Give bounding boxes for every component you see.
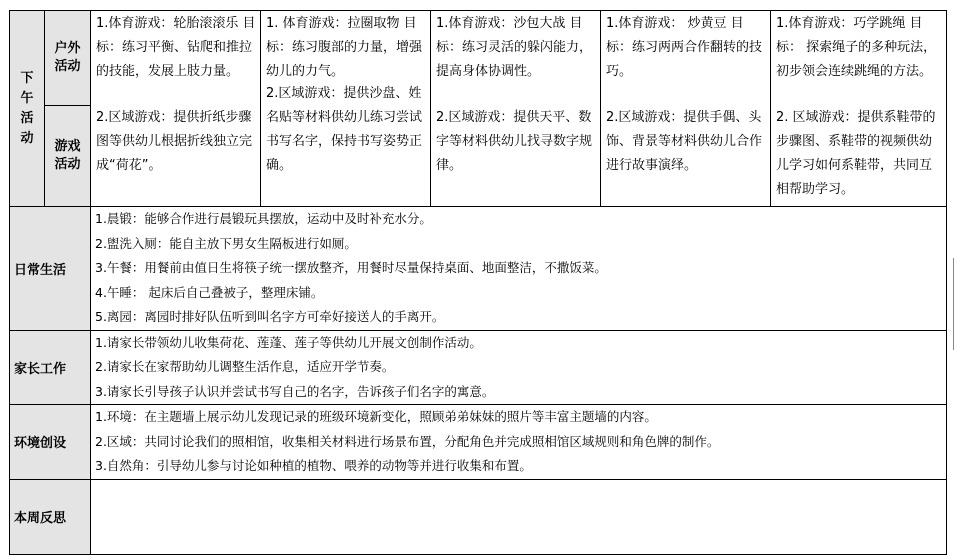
- game-activity-label: 游戏活动: [45, 106, 91, 207]
- environment-content: [91, 405, 947, 480]
- day-4-area-game: 2.区域游戏：提供手偶、头饰、背景等材料供幼儿合作进行故事演绎。: [606, 110, 763, 173]
- environment-item: 1.环境：在主题墙上展示幼儿发现记录的班级环境新变化，照顾弟弟妹妹的照片等丰富主题墙的内容。: [95, 409, 657, 424]
- environment-label: 环境创设: [10, 405, 91, 480]
- parent-work-item: 1.请家长带领幼儿收集荷花、莲蓬、莲子等供幼儿开展文创制作活动。: [95, 334, 482, 350]
- parent-work-label: 家长工作: [10, 330, 91, 405]
- day-4-sports-game: 1.体育游戏： 炒黄豆 目标：练习两两合作翻转的技巧。: [606, 16, 763, 79]
- parent-work-content: [91, 330, 947, 405]
- environment-item: 2.区域：共同讨论我们的照相馆，收集相关材料进行场景布置，分配角色并完成照相馆区域规则和角色牌的制作。: [95, 433, 720, 449]
- daily-life-label: 日常生活: [10, 207, 91, 331]
- reflection-label: 本周反思: [10, 479, 91, 554]
- parent-work-item: 2.请家长在家帮助幼儿调整生活作息，适应开学节奏。: [95, 359, 395, 374]
- parent-work-item: 3.请家长引导孩子认识并尝试书写自己的名字，告诉孩子们名字的寓意。: [95, 383, 495, 399]
- afternoon-day-1: [91, 11, 261, 207]
- daily-life-item: 1.晨锻：能够合作进行晨锻玩具摆放，运动中及时补充水分。: [95, 211, 432, 226]
- day-3-area-game: 2.区域游戏：提供天平、数字等材料供幼儿找寻数字规律。: [436, 110, 593, 173]
- day-3-sports-game: 1.体育游戏：沙包大战 目标：练习灵活的躲闪能力，提高身体协调性。: [436, 16, 593, 79]
- day-5-sports-game: 1.体育游戏：巧学跳绳 目标： 探索绳子的多种玩法，初步领会连续跳绳的方法。: [776, 16, 937, 79]
- weekly-plan-table: [9, 10, 947, 555]
- reflection-content: [91, 479, 947, 554]
- day-1-sports-game: 1.体育游戏：轮胎滚滚乐 目标：练习平衡、钻爬和推拉的技能，发展上肢力量。: [96, 16, 256, 79]
- day-2-area-game: 2.区域游戏：提供沙盘、姓名贴等材料供幼儿练习尝试书写名字，保持书写姿势正确。: [266, 86, 423, 173]
- daily-life-item: 4.午睡： 起床后自己叠被子，整理床铺。: [95, 284, 324, 300]
- afternoon-label: 下午活动: [20, 70, 34, 146]
- daily-life-item: 5.离园：离园时排好队伍听到叫名字方可牵好接送人的手离开。: [95, 309, 445, 324]
- daily-life-item: 3.午餐：用餐前由值日生将筷子统一摆放整齐，用餐时尽量保持桌面、地面整洁，不撒饭菜。: [95, 260, 607, 275]
- day-1-area-game: 2.区域游戏：提供折纸步骤图等供幼儿根据折线独立完成“荷花”。: [96, 110, 253, 173]
- afternoon-day-3: [431, 11, 601, 207]
- afternoon-day-5: [771, 11, 947, 207]
- page-edge-divider: [953, 258, 954, 350]
- daily-life-item: 2.盥洗入厕：能自主放下男女生隔板进行如厕。: [95, 235, 357, 251]
- afternoon-section-label: [10, 11, 45, 207]
- outdoor-activity-label: 户外活动: [45, 11, 91, 106]
- day-5-area-game: 2. 区域游戏：提供系鞋带的步骤图、系鞋带的视频供幼儿学习如何系鞋带，共同互相帮助学习。: [776, 110, 936, 197]
- environment-item: 3.自然角：引导幼儿参与讨论如种植的植物、喂养的动物等并进行收集和布置。: [95, 458, 532, 473]
- day-2-sports-game: 1. 体育游戏：拉圈取物 目标：练习腹部的力量，增强幼儿的力气。: [266, 16, 423, 79]
- afternoon-day-2: [261, 11, 431, 207]
- afternoon-day-4: [601, 11, 771, 207]
- daily-life-content: [91, 207, 947, 331]
